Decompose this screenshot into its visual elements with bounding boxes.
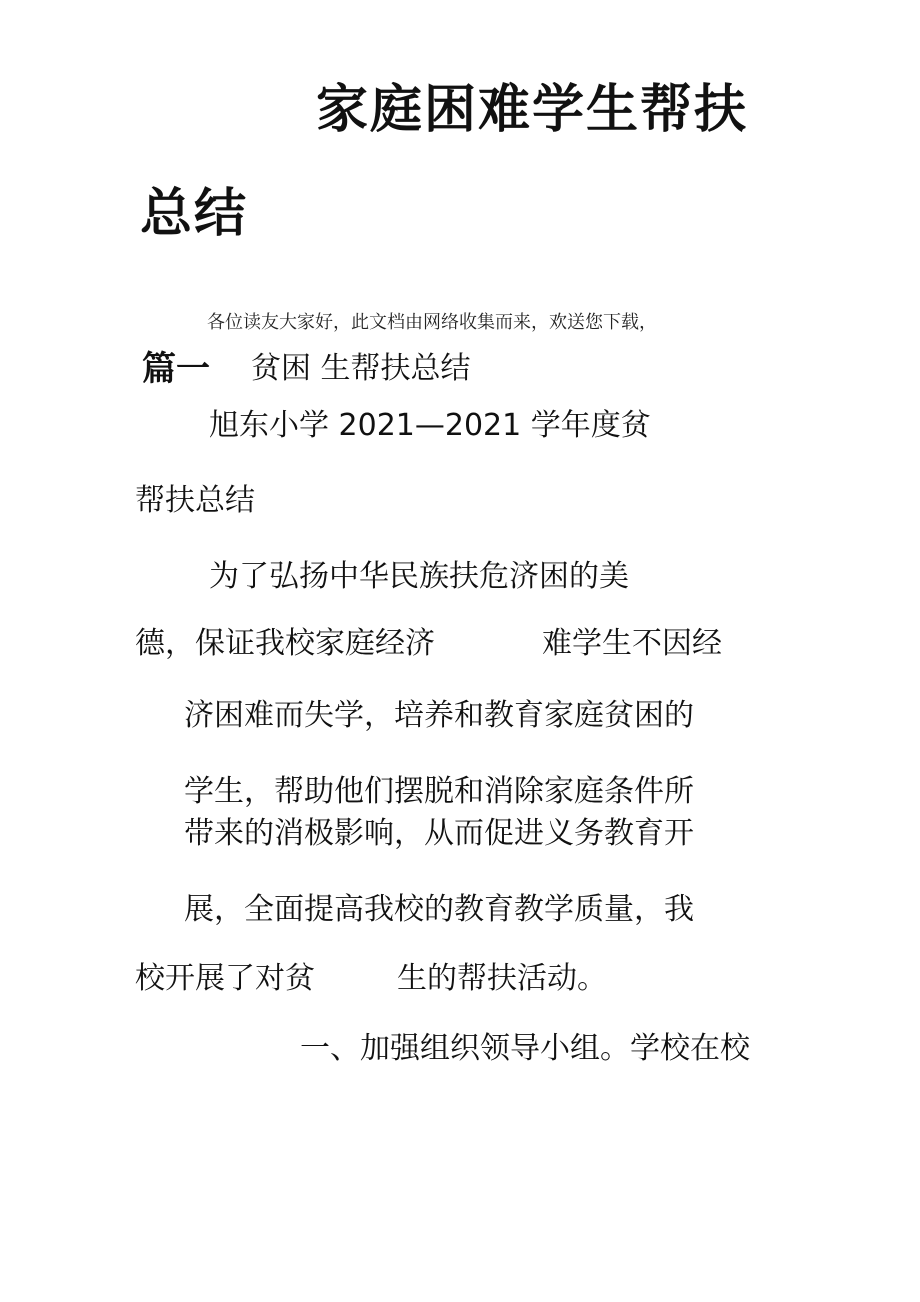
paragraph-line: 学生，帮助他们摆脱和消除家庭条件所 bbox=[184, 774, 694, 809]
download-note: 各位读友大家好，此文档由网络收集而来，欢送您下载， bbox=[207, 312, 657, 333]
section-heading: 一、加强组织领导小组。学校在校 bbox=[300, 1031, 750, 1066]
subtitle-line-2: 帮扶总结 bbox=[135, 483, 255, 518]
chapter-title: 贫困 生帮扶总结 bbox=[251, 351, 471, 386]
document-title-line-2: 总结 bbox=[140, 184, 249, 244]
paragraph-line: 难学生不因经 bbox=[542, 626, 722, 661]
paragraph-line: 德，保证我校家庭经济 bbox=[135, 626, 435, 661]
paragraph-line: 济困难而失学，培养和教育家庭贫困的 bbox=[184, 698, 694, 733]
paragraph-line: 展，全面提高我校的教育教学质量，我 bbox=[184, 892, 694, 927]
paragraph-line: 带来的消极影响，从而促进义务教育开 bbox=[184, 816, 694, 851]
document-title-line-1: 家庭困难学生帮扶 bbox=[316, 80, 749, 140]
paragraph-line: 生的帮扶活动。 bbox=[397, 961, 607, 996]
paragraph-line: 为了弘扬中华民族扶危济困的美 bbox=[209, 559, 629, 594]
subtitle-line-1: 旭东小学 2021—2021 学年度贫 bbox=[209, 408, 651, 443]
chapter-number: 篇一 bbox=[142, 349, 210, 389]
chapter-label bbox=[142, 349, 210, 389]
paragraph-line: 校开展了对贫 bbox=[135, 961, 315, 996]
